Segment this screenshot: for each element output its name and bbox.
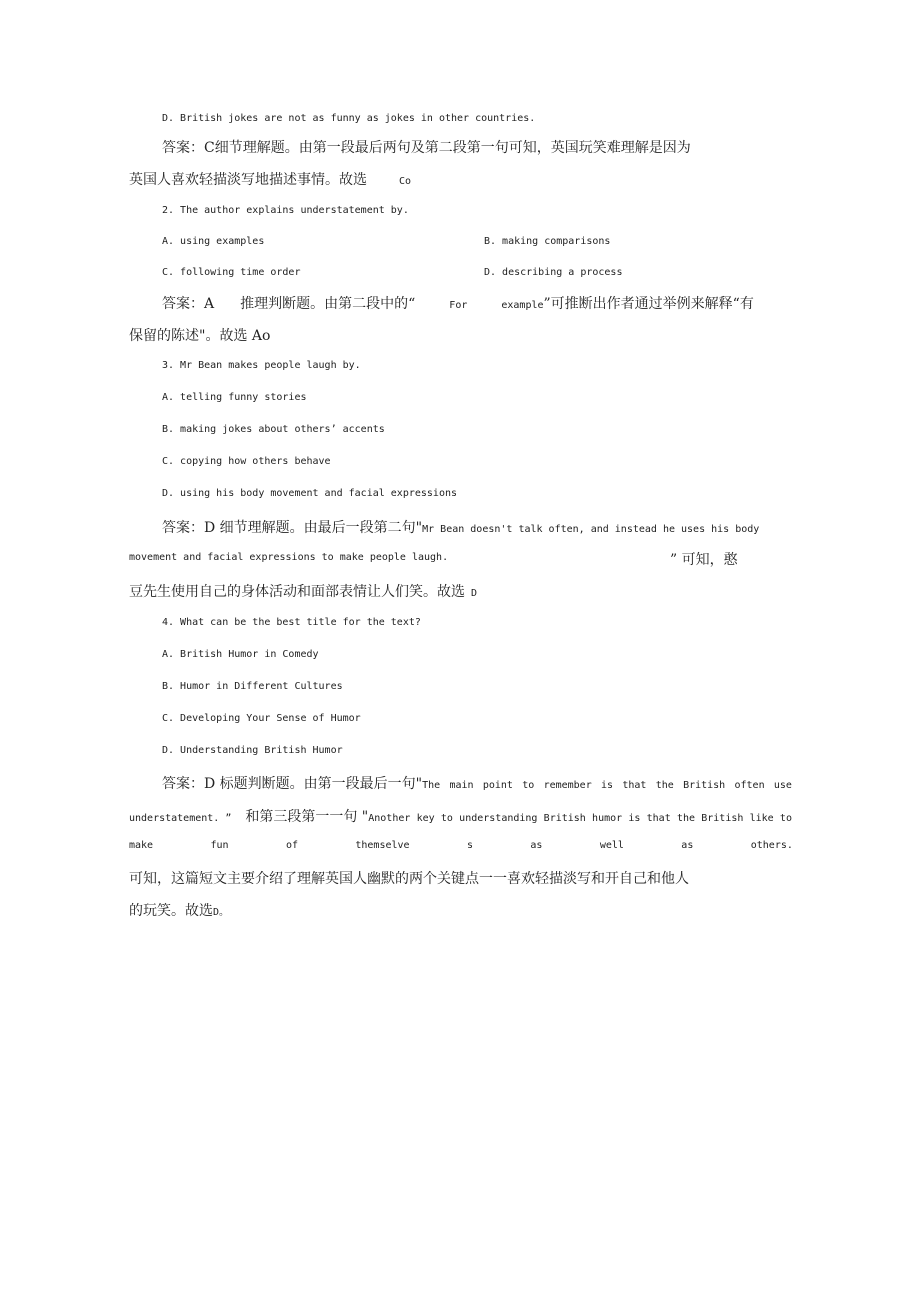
q3-answer-line3-text: 豆先生使用自己的身体活动和面部表情让人们笑。故选 — [129, 584, 465, 600]
q2-option-d: D. describing a process — [484, 267, 623, 278]
q4-word: like — [749, 813, 774, 824]
q2-answer-tail: ”可推断出作者通过举例来解释“有 — [543, 296, 754, 312]
q4-word: make — [129, 840, 154, 851]
q3-answer-zh: 答案：D 细节理解题。由最后一段第二句" — [162, 520, 423, 536]
q1-option-d: D. British jokes are not as funny as jokes in other countries. — [162, 113, 536, 124]
q4-answer-line3 — [129, 840, 793, 851]
q2-stem: 2. The author explains understatement by. — [162, 205, 409, 216]
q4-word: use — [773, 780, 792, 791]
q4-option-b: B. Humor in Different Cultures — [162, 681, 343, 692]
q4-word: remember — [543, 780, 592, 791]
q1-answer-line2 — [129, 169, 411, 189]
q4-word: is — [628, 813, 641, 824]
q4-option-c: C. Developing Your Sense of Humor — [162, 713, 361, 724]
q4-word: The — [422, 780, 441, 791]
q3-answer-en: Mr Bean doesn't talk often, and instead he uses his body — [422, 524, 760, 535]
q3-option-b: B. making jokes about others’ accents — [162, 424, 385, 435]
q4-word: well — [599, 840, 624, 851]
q4-word: of — [285, 840, 298, 851]
q4-word: fun — [210, 840, 229, 851]
q4-word: as — [681, 840, 694, 851]
q1-answer-letter: Co — [399, 176, 412, 187]
q4-answer-line4: 可知，这篇短文主要介绍了理解英国人幽默的两个关键点一一喜欢轻描淡写和开自己和他人 — [129, 871, 689, 887]
q3-answer-letter: D — [471, 588, 478, 599]
q2-option-c: C. following time order — [162, 267, 301, 278]
q4-answer-line2-en: understatement. ” — [129, 813, 232, 824]
q2-answer-example: example — [501, 300, 544, 311]
q4-answer-line5-text: 的玩笑。故选 — [129, 903, 213, 919]
q4-word: British — [701, 813, 744, 824]
q4-answer-en — [422, 780, 792, 791]
q4-stem: 4. What can be the best title for the text? — [162, 617, 421, 628]
q3-answer-line2-en: movement and facial expressions to make people laugh. — [129, 552, 449, 563]
q2-answer-for: For — [449, 300, 468, 311]
q2-answer-mid: 推理判断题。由第二段中的“ — [240, 296, 416, 312]
q4-word: the — [676, 813, 696, 824]
q4-word: British — [683, 780, 726, 791]
q1-answer-line2-text: 英国人喜欢轻描淡写地描述事情。故选 — [129, 172, 367, 188]
q4-word: to — [440, 813, 453, 824]
q4-word: the — [655, 780, 674, 791]
q3-option-d: D. using his body movement and facial expressions — [162, 488, 458, 499]
q4-word: is — [601, 780, 614, 791]
q4-word: to — [779, 813, 792, 824]
q4-answer-line2-zh: 和第三段第一一句 " — [245, 809, 369, 825]
q4-word: humor — [592, 813, 623, 824]
q3-answer-line2-zh: ” 可知，憨 — [670, 552, 738, 568]
q3-answer-line1 — [162, 517, 759, 537]
q2-answer-line1 — [162, 293, 754, 313]
q2-option-b: B. making comparisons — [484, 236, 611, 247]
q2-option-a: A. using examples — [162, 236, 265, 247]
q4-word: key — [416, 813, 435, 824]
q2-answer-line2: 保留的陈述"。故选 Ao — [129, 328, 271, 344]
q2-answer-prefix: 答案：A — [162, 296, 215, 312]
q4-answer-line5 — [129, 900, 229, 920]
q3-stem: 3. Mr Bean makes people laugh by. — [162, 360, 361, 371]
q4-option-d: D. Understanding British Humor — [162, 745, 343, 756]
q4-word: s — [466, 840, 473, 851]
q1-answer-line1: 答案：C细节理解题。由第一段最后两句及第二段第一句可知，英国玩笑难理解是因为 — [162, 140, 691, 156]
q4-word: themselve — [355, 840, 410, 851]
q4-option-a: A. British Humor in Comedy — [162, 649, 319, 660]
q3-option-c: C. copying how others behave — [162, 456, 331, 467]
q4-word: point — [482, 780, 513, 791]
q4-word: Another — [368, 813, 411, 824]
q4-word: that — [646, 813, 671, 824]
q4-word: that — [622, 780, 647, 791]
q3-answer-line3 — [129, 581, 477, 601]
q4-word: as — [530, 840, 543, 851]
q4-answer-line2-words — [368, 813, 792, 824]
q4-word: to — [522, 780, 535, 791]
q4-word: understanding — [459, 813, 538, 824]
q4-answer-letter: D。 — [213, 907, 230, 918]
q4-word: British — [543, 813, 586, 824]
q4-word: often — [734, 780, 765, 791]
q4-answer-line2 — [129, 806, 792, 826]
q4-answer-zh: 答案：D 标题判断题。由第一段最后一句" — [162, 776, 423, 792]
q4-word: main — [449, 780, 474, 791]
q4-word: others. — [750, 840, 793, 851]
q3-option-a: A. telling funny stories — [162, 392, 307, 403]
q4-answer-line1 — [162, 773, 792, 793]
